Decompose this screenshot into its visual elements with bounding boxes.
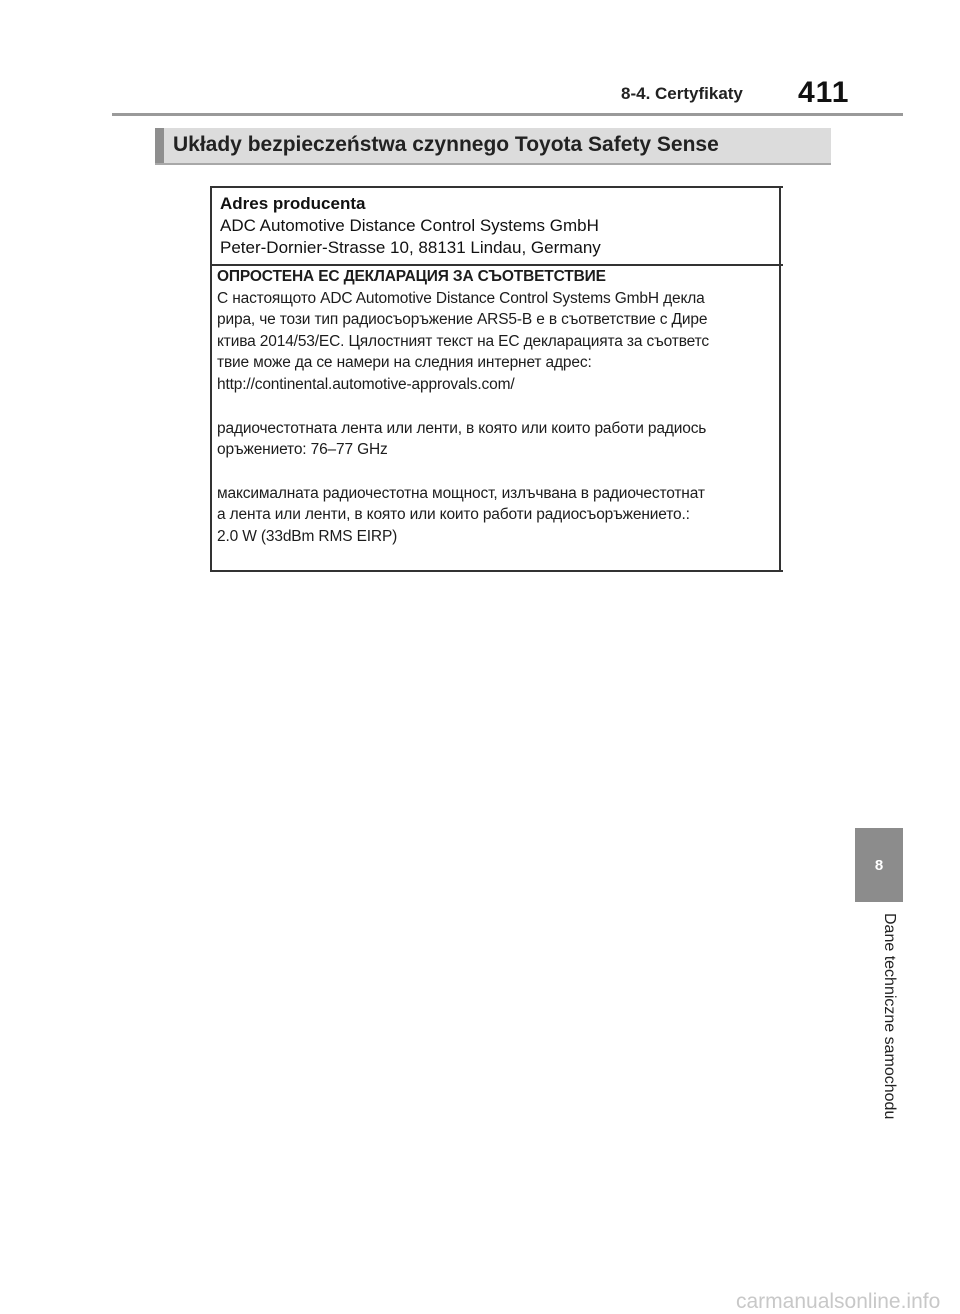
page-number: 411 [798, 76, 850, 109]
power-line: 2.0 W (33dBm RMS EIRP) [217, 527, 398, 545]
declaration-heading: ОПРОСТЕНА ЕС ДЕКЛАРАЦИЯ ЗА СЪОТВЕТСТВИЕ [217, 268, 606, 285]
chapter-tab [855, 828, 903, 902]
chapter-number: 8 [874, 857, 884, 874]
power-line: максималната радиочестотна мощност, излъчвана в радиочестотнат [217, 484, 705, 502]
band-paragraph [217, 418, 783, 461]
header-rule [112, 113, 903, 116]
manufacturer-address: Peter-Dornier-Strasse 10, 88131 Lindau, Germany [220, 238, 601, 257]
band-line: оръжението: 76–77 GHz [217, 441, 388, 459]
manufacturer-block [220, 193, 601, 259]
box-bottom-rule [210, 570, 783, 572]
declaration-url: http://continental.automotive-approvals.com/ [217, 375, 515, 393]
declaration-line: рира, че този тип радиосъоръжение ARS5-B е в съответствие с Дире [217, 311, 708, 329]
header-section: 8-4. Certyfikaty [621, 84, 743, 103]
declaration-line: С настоящото ADC Automotive Distance Control Systems GmbH декла [217, 289, 705, 307]
declaration-box [210, 186, 781, 572]
power-paragraph [217, 483, 783, 548]
manufacturer-name: ADC Automotive Distance Control Systems GmbH [220, 216, 599, 235]
declaration-scan [217, 266, 783, 548]
band-line: радиочестотната лента или ленти, в която или които работи радиось [217, 419, 707, 437]
declaration-line: твие може да се намери на следния интернет адрес: [217, 354, 592, 372]
manufacturer-label: Adres producenta [220, 194, 366, 213]
power-line: а лента или ленти, в която или които работи радиосъоръжението.: [217, 506, 690, 524]
section-title: Układy bezpieczeństwa czynnego Toyota Safety Sense [173, 133, 719, 156]
box-top-rule [210, 186, 783, 188]
section-title-bar [155, 128, 831, 165]
declaration-line: ктива 2014/53/ЕС. Цялостният текст на ЕС декларацията за съответс [217, 332, 709, 350]
section-title-accent [155, 128, 164, 163]
watermark: carmanualsonline.info [736, 1290, 941, 1313]
chapter-label: Dane techniczne samochodu [881, 913, 898, 1120]
